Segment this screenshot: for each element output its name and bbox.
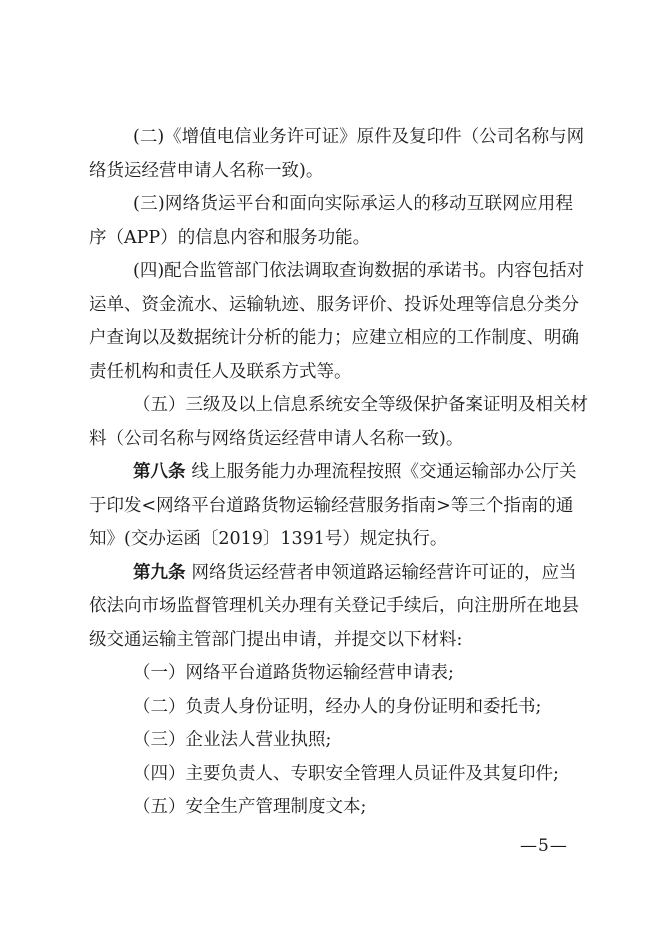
line-text: （五）三级及以上信息系统安全等级保护备案证明及相关材 bbox=[133, 395, 588, 415]
line-text: （三）企业法人营业执照; bbox=[133, 730, 332, 750]
text-line bbox=[89, 557, 577, 591]
text-line bbox=[89, 758, 573, 792]
line-text: 序（APP）的信息内容和服务功能。 bbox=[89, 227, 371, 248]
text-line bbox=[89, 423, 573, 457]
paragraph bbox=[89, 724, 573, 758]
paragraph bbox=[89, 389, 588, 456]
text-line bbox=[89, 657, 573, 691]
line-text: 责任机构和责任人及联系方式等。 bbox=[89, 361, 352, 382]
text-line bbox=[89, 724, 573, 758]
text-line bbox=[89, 155, 573, 189]
line-text: (二)《增值电信业务许可证》原件及复印件（公司名称与网 bbox=[133, 127, 585, 147]
text-line bbox=[89, 624, 573, 658]
paragraph bbox=[89, 557, 579, 658]
text-line bbox=[89, 389, 588, 423]
line-text: 知》(交办运函〔2019〕1391号）规定执行。 bbox=[89, 529, 448, 549]
line-text: (三)网络货运平台和面向实际承运人的移动互联网应用程 bbox=[133, 194, 573, 214]
line-text: 料（公司名称与网络货运经营申请人名称一致)。 bbox=[89, 428, 464, 449]
line-text: 级交通运输主管部门提出申请，并提交以下材料: bbox=[89, 629, 463, 650]
paragraph bbox=[89, 456, 577, 557]
paragraph bbox=[89, 791, 573, 825]
line-text: 运单、资金流水、运输轨迹、服务评价、投诉处理等信息分类分 bbox=[89, 294, 579, 315]
document-body bbox=[89, 121, 588, 825]
line-text: （一）网络平台道路货物运输经营申请表; bbox=[133, 663, 454, 683]
article-heading: 第八条 bbox=[133, 462, 186, 482]
paragraph bbox=[89, 691, 573, 725]
line-text: 网络货运经营者申领道路运输经营许可证的，应当 bbox=[191, 562, 577, 583]
line-text: （四）主要负责人、专职安全管理人员证件及其复印件; bbox=[133, 763, 559, 784]
line-text: （二）负责人身份证明，经办人的身份证明和委托书; bbox=[133, 696, 542, 717]
text-line bbox=[89, 121, 585, 155]
paragraph bbox=[89, 657, 573, 691]
line-text: （五）安全生产管理制度文本; bbox=[133, 797, 367, 817]
text-line bbox=[89, 691, 573, 725]
line-text: 于印发<网络平台道路货物运输经营服务指南>等三个指南的通 bbox=[89, 495, 574, 516]
page-number: —5— bbox=[520, 836, 568, 856]
paragraph bbox=[89, 121, 585, 188]
text-line bbox=[89, 356, 573, 390]
text-line bbox=[89, 590, 579, 624]
text-line bbox=[89, 490, 573, 524]
text-line bbox=[89, 222, 573, 256]
text-line bbox=[89, 322, 579, 356]
paragraph bbox=[89, 758, 573, 792]
text-line bbox=[89, 791, 573, 825]
line-text: 户查询以及数据统计分析的能力；应建立相应的工作制度、明确 bbox=[89, 328, 579, 348]
article-heading: 第九条 bbox=[133, 562, 186, 583]
paragraph bbox=[89, 188, 573, 255]
text-line bbox=[89, 255, 585, 289]
paragraph bbox=[89, 255, 585, 389]
text-line bbox=[89, 289, 579, 323]
text-line bbox=[89, 456, 577, 490]
line-text: 络货运经营申请人名称一致)。 bbox=[89, 160, 324, 181]
line-text: 线上服务能力办理流程按照《交通运输部办公厅关 bbox=[191, 462, 577, 482]
line-text: (四)配合监管部门依法调取查询数据的承诺书。内容包括对 bbox=[133, 261, 585, 281]
text-line bbox=[89, 523, 573, 557]
line-text: 依法向市场监督管理机关办理有关登记手续后，向注册所在地县 bbox=[89, 596, 579, 616]
text-line bbox=[89, 188, 573, 222]
